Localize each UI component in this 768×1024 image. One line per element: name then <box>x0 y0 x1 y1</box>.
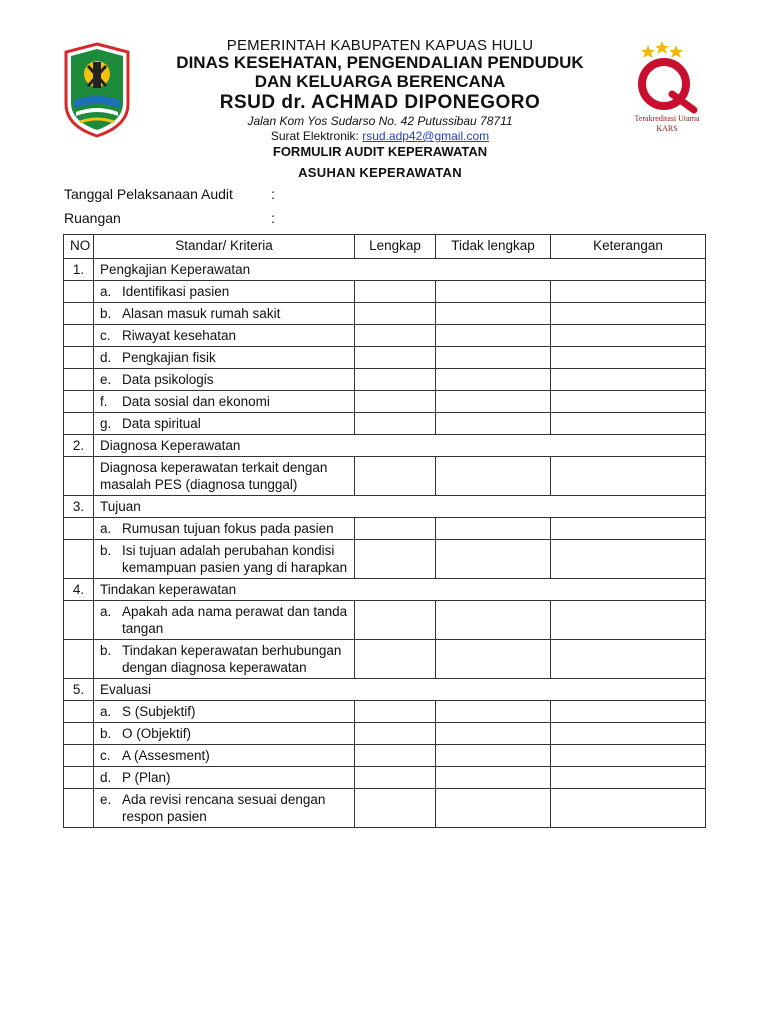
item-letter: b. <box>100 643 112 658</box>
complete-cell[interactable] <box>355 347 436 369</box>
criteria-cell <box>94 745 355 767</box>
department-name-line1: DINAS KESEHATAN, PENGENDALIAN PENDUDUK <box>176 53 584 72</box>
incomplete-cell[interactable] <box>436 518 551 540</box>
audit-table-body <box>64 259 706 828</box>
notes-cell[interactable] <box>551 745 706 767</box>
table-row <box>64 640 706 679</box>
notes-cell[interactable] <box>551 723 706 745</box>
incomplete-cell[interactable] <box>436 369 551 391</box>
complete-cell[interactable] <box>355 789 436 828</box>
criteria-cell <box>94 540 355 579</box>
item-letter: d. <box>100 770 112 785</box>
section-row <box>64 435 706 457</box>
section-title: Evaluasi <box>94 679 706 701</box>
item-text: Tindakan keperawatan berhubungan dengan diagnosa keperawatan <box>122 643 342 675</box>
notes-cell[interactable] <box>551 303 706 325</box>
complete-cell[interactable] <box>355 369 436 391</box>
hospital-name: RSUD dr. ACHMAD DIPONEGORO <box>219 92 541 113</box>
complete-cell[interactable] <box>355 413 436 435</box>
item-letter: g. <box>100 416 112 431</box>
notes-cell[interactable] <box>551 601 706 640</box>
no-cell <box>64 518 94 540</box>
item-letter: c. <box>100 328 111 343</box>
audit-date-colon: : <box>271 186 275 202</box>
notes-cell[interactable] <box>551 767 706 789</box>
item-letter: e. <box>100 792 112 807</box>
notes-cell[interactable] <box>551 391 706 413</box>
no-cell <box>64 369 94 391</box>
item-text: Apakah ada nama perawat dan tanda tangan <box>122 604 348 636</box>
form-subtitle: ASUHAN KEPERAWATAN <box>298 165 462 180</box>
no-cell <box>64 789 94 828</box>
document-header <box>0 0 768 190</box>
no-cell <box>64 601 94 640</box>
no-cell <box>64 457 94 496</box>
notes-cell[interactable] <box>551 457 706 496</box>
incomplete-cell[interactable] <box>436 303 551 325</box>
section-title: Diagnosa Keperawatan <box>94 435 706 457</box>
header-no: NO <box>64 235 94 259</box>
item-text: Diagnosa keperawatan terkait dengan masalah PES (diagnosa tunggal) <box>100 460 328 492</box>
criteria-cell <box>94 701 355 723</box>
table-row <box>64 767 706 789</box>
email-line <box>150 129 610 143</box>
table-row <box>64 369 706 391</box>
criteria-cell <box>94 303 355 325</box>
incomplete-cell[interactable] <box>436 767 551 789</box>
incomplete-cell[interactable] <box>436 789 551 828</box>
criteria-cell <box>94 413 355 435</box>
item-letter: b. <box>100 543 112 558</box>
no-cell <box>64 745 94 767</box>
criteria-cell <box>94 789 355 828</box>
item-text: Pengkajian fisik <box>122 350 216 365</box>
accreditation-caption: Terakreditasi Utama KARS <box>634 114 700 133</box>
table-row <box>64 325 706 347</box>
complete-cell[interactable] <box>355 540 436 579</box>
item-text: Ada revisi rencana sesuai dengan respon pasien <box>122 792 326 824</box>
table-row <box>64 281 706 303</box>
item-letter: d. <box>100 350 112 365</box>
criteria-cell <box>94 518 355 540</box>
item-text: A (Assesment) <box>122 748 210 763</box>
item-text: Rumusan tujuan fokus pada pasien <box>122 521 334 536</box>
table-header-row <box>64 235 706 259</box>
complete-cell[interactable] <box>355 767 436 789</box>
section-row <box>64 259 706 281</box>
table-row <box>64 723 706 745</box>
table-row <box>64 303 706 325</box>
item-text: O (Objektif) <box>122 726 192 741</box>
incomplete-cell[interactable] <box>436 413 551 435</box>
email-label: Surat Elektronik: <box>270 129 363 143</box>
complete-cell[interactable] <box>355 723 436 745</box>
item-text: Isi tujuan adalah perubahan kondisi kemampuan pasien yang di harapkan <box>122 543 348 575</box>
table-row <box>64 457 706 496</box>
complete-cell[interactable] <box>355 303 436 325</box>
no-cell <box>64 723 94 745</box>
item-text: Data psikologis <box>122 372 214 387</box>
complete-cell[interactable] <box>355 281 436 303</box>
criteria-cell <box>94 457 355 496</box>
notes-cell[interactable] <box>551 347 706 369</box>
complete-cell[interactable] <box>355 391 436 413</box>
header-incomplete: Tidak lengkap <box>436 235 551 259</box>
section-title: Tujuan <box>94 496 706 518</box>
section-number: 5. <box>64 679 94 701</box>
table-row <box>64 413 706 435</box>
item-letter: a. <box>100 604 112 619</box>
notes-cell[interactable] <box>551 701 706 723</box>
section-row <box>64 496 706 518</box>
criteria-cell <box>94 640 355 679</box>
complete-cell[interactable] <box>355 745 436 767</box>
header-criteria: Standar/ Kriteria <box>94 235 355 259</box>
incomplete-cell[interactable] <box>436 601 551 640</box>
header-complete: Lengkap <box>355 235 436 259</box>
table-row <box>64 347 706 369</box>
government-name: PEMERINTAH KABUPATEN KAPUAS HULU <box>226 37 534 54</box>
table-row <box>64 540 706 579</box>
criteria-cell <box>94 347 355 369</box>
incomplete-cell[interactable] <box>436 701 551 723</box>
item-text: Data spiritual <box>122 416 201 431</box>
section-number: 2. <box>64 435 94 457</box>
item-letter: e. <box>100 372 112 387</box>
incomplete-cell[interactable] <box>436 347 551 369</box>
table-row <box>64 789 706 828</box>
no-cell <box>64 640 94 679</box>
item-text: Identifikasi pasien <box>122 284 230 299</box>
complete-cell[interactable] <box>355 518 436 540</box>
item-letter: a. <box>100 704 112 719</box>
section-number: 3. <box>64 496 94 518</box>
notes-cell[interactable] <box>551 369 706 391</box>
no-cell <box>64 303 94 325</box>
section-row <box>64 579 706 601</box>
incomplete-cell[interactable] <box>436 281 551 303</box>
complete-cell[interactable] <box>355 457 436 496</box>
item-text: S (Subjektif) <box>122 704 196 719</box>
notes-cell[interactable] <box>551 413 706 435</box>
no-cell <box>64 767 94 789</box>
criteria-cell <box>94 767 355 789</box>
item-text: Alasan masuk rumah sakit <box>122 306 281 321</box>
complete-cell[interactable] <box>355 640 436 679</box>
table-row <box>64 518 706 540</box>
section-title: Pengkajian Keperawatan <box>94 259 706 281</box>
header-notes: Keterangan <box>551 235 706 259</box>
complete-cell[interactable] <box>355 601 436 640</box>
no-cell <box>64 701 94 723</box>
kars-q-icon <box>612 40 722 114</box>
room-field <box>64 210 275 226</box>
item-text: Data sosial dan ekonomi <box>122 394 270 409</box>
incomplete-cell[interactable] <box>436 457 551 496</box>
criteria-cell <box>94 369 355 391</box>
item-text: Riwayat kesehatan <box>122 328 237 343</box>
complete-cell[interactable] <box>355 325 436 347</box>
no-cell <box>64 413 94 435</box>
incomplete-cell[interactable] <box>436 540 551 579</box>
item-letter: c. <box>100 748 111 763</box>
notes-cell[interactable] <box>551 789 706 828</box>
table-row <box>64 745 706 767</box>
form-title: FORMULIR AUDIT KEPERAWATAN <box>272 144 488 159</box>
incomplete-cell[interactable] <box>436 745 551 767</box>
no-cell <box>64 325 94 347</box>
section-number: 4. <box>64 579 94 601</box>
criteria-cell <box>94 281 355 303</box>
notes-cell[interactable] <box>551 640 706 679</box>
kars-accreditation-logo <box>612 40 722 140</box>
notes-cell[interactable] <box>551 281 706 303</box>
audit-date-label: Tanggal Pelaksanaan Audit <box>64 186 233 202</box>
incomplete-cell[interactable] <box>436 723 551 745</box>
room-label: Ruangan <box>64 210 121 226</box>
audit-table <box>63 234 706 828</box>
incomplete-cell[interactable] <box>436 325 551 347</box>
no-cell <box>64 281 94 303</box>
item-letter: b. <box>100 306 112 321</box>
item-text: P (Plan) <box>122 770 171 785</box>
complete-cell[interactable] <box>355 701 436 723</box>
no-cell <box>64 347 94 369</box>
table-row <box>64 391 706 413</box>
item-letter: a. <box>100 521 112 536</box>
item-letter: a. <box>100 284 112 299</box>
email-link[interactable]: rsud.adp42@gmail.com <box>362 129 490 143</box>
criteria-cell <box>94 391 355 413</box>
item-letter: f. <box>100 394 108 409</box>
notes-cell[interactable] <box>551 518 706 540</box>
section-title: Tindakan keperawatan <box>94 579 706 601</box>
incomplete-cell[interactable] <box>436 391 551 413</box>
kapuas-hulu-emblem-icon <box>62 42 132 138</box>
table-row <box>64 701 706 723</box>
criteria-cell <box>94 723 355 745</box>
section-number: 1. <box>64 259 94 281</box>
department-name-line2: DAN KELUARGA BERENCANA <box>254 72 506 91</box>
section-row <box>64 679 706 701</box>
item-letter: b. <box>100 726 112 741</box>
hospital-address: Jalan Kom Yos Sudarso No. 42 Putussibau 78711 <box>247 114 513 128</box>
table-row <box>64 601 706 640</box>
criteria-cell <box>94 601 355 640</box>
criteria-cell <box>94 325 355 347</box>
incomplete-cell[interactable] <box>436 640 551 679</box>
no-cell <box>64 540 94 579</box>
notes-cell[interactable] <box>551 325 706 347</box>
audit-date-field <box>64 186 275 202</box>
no-cell <box>64 391 94 413</box>
notes-cell[interactable] <box>551 540 706 579</box>
room-colon: : <box>271 210 275 226</box>
